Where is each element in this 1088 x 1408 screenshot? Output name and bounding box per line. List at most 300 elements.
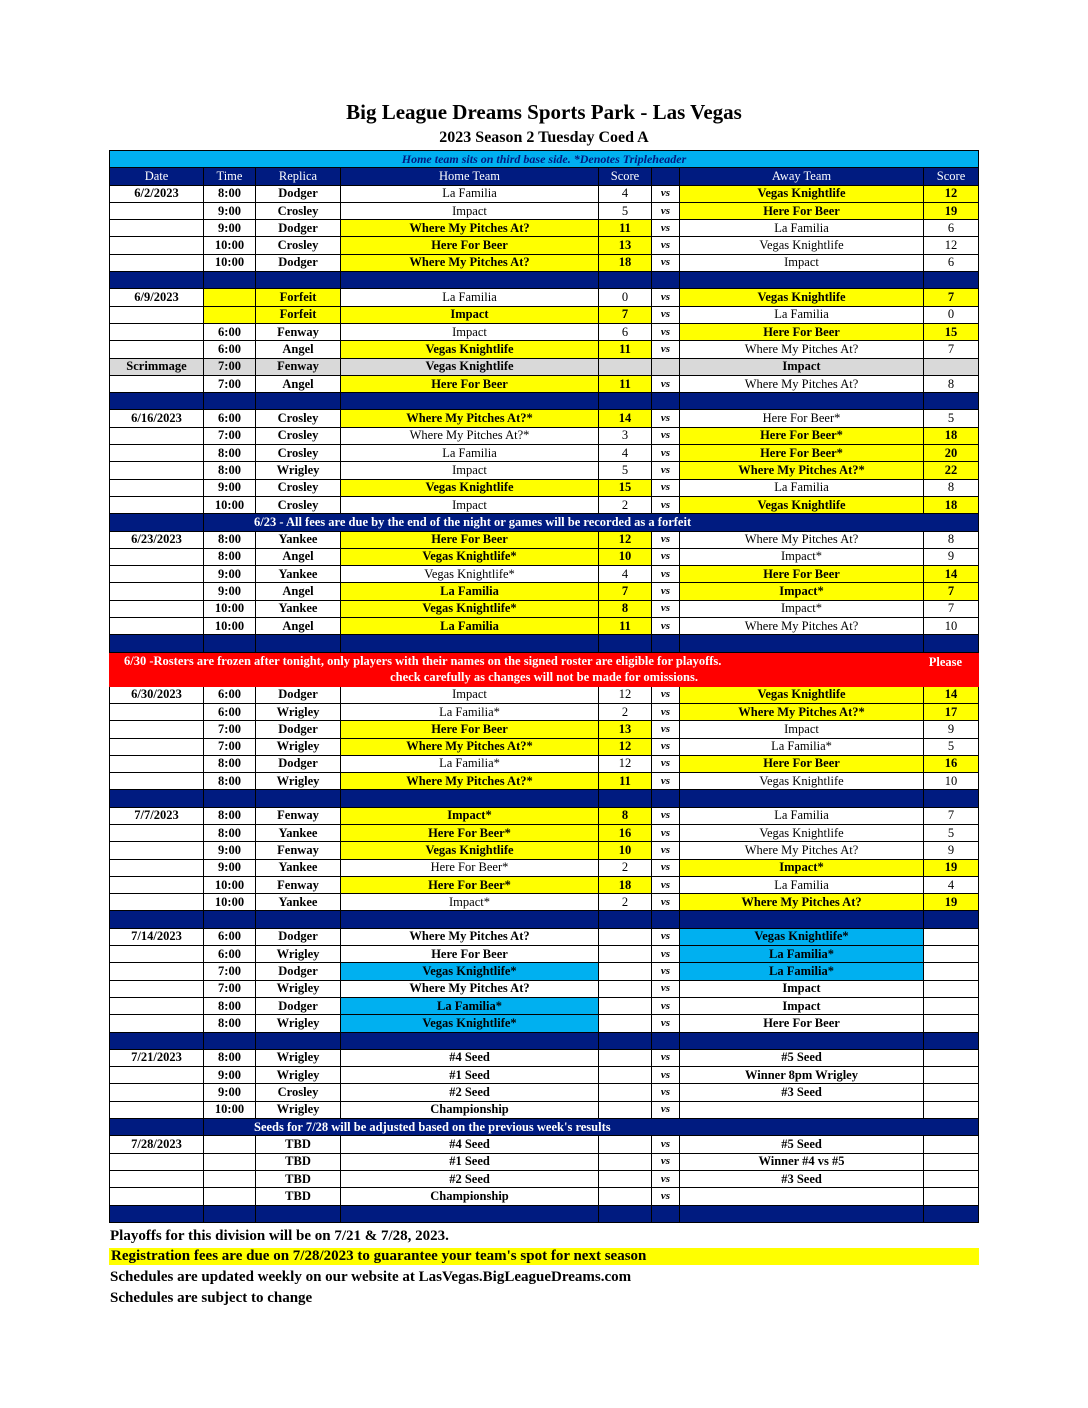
away-team-cell: Here For Beer xyxy=(680,755,924,772)
home-team-cell: Vegas Knightlife xyxy=(341,842,599,859)
time-cell: 8:00 xyxy=(204,185,256,202)
time-cell: 7:00 xyxy=(204,721,256,738)
time-cell: 8:00 xyxy=(204,824,256,841)
game-row xyxy=(110,600,979,617)
replica-cell: Dodger xyxy=(256,185,341,202)
replica-cell: Fenway xyxy=(256,323,341,340)
separator-cell xyxy=(599,790,652,807)
date-cell xyxy=(110,1153,204,1170)
vs-cell: vs xyxy=(652,220,680,237)
date-cell xyxy=(110,946,204,963)
away-team-cell: Impact* xyxy=(680,600,924,617)
vs-cell: vs xyxy=(652,375,680,392)
date-cell: 7/14/2023 xyxy=(110,928,204,945)
away-team-cell: Impact* xyxy=(680,548,924,565)
home-score-cell: 4 xyxy=(599,566,652,583)
time-cell xyxy=(204,1188,256,1205)
away-team-cell: #3 Seed xyxy=(680,1170,924,1187)
vs-cell: vs xyxy=(652,824,680,841)
home-score-cell xyxy=(599,1015,652,1032)
away-team-cell: Winner #4 vs #5 xyxy=(680,1153,924,1170)
home-score-cell xyxy=(599,1188,652,1205)
away-score-cell: 8 xyxy=(924,531,979,548)
vs-cell: vs xyxy=(652,755,680,772)
vs-cell: vs xyxy=(652,306,680,323)
separator-cell xyxy=(110,1032,204,1049)
away-team-cell: #3 Seed xyxy=(680,1084,924,1101)
game-row xyxy=(110,1136,979,1153)
away-team-cell: Here For Beer xyxy=(680,323,924,340)
replica-cell: Fenway xyxy=(256,876,341,893)
away-score-cell: 7 xyxy=(924,289,979,306)
date-cell: 6/23/2023 xyxy=(110,531,204,548)
game-row xyxy=(110,842,979,859)
col-header-time: Time xyxy=(204,168,256,185)
time-cell: 7:00 xyxy=(204,427,256,444)
away-score-cell: 6 xyxy=(924,220,979,237)
away-score-cell: 0 xyxy=(924,306,979,323)
time-cell: 6:00 xyxy=(204,703,256,720)
vs-cell: vs xyxy=(652,202,680,219)
date-cell xyxy=(110,876,204,893)
away-score-cell: 15 xyxy=(924,323,979,340)
time-cell: 9:00 xyxy=(204,566,256,583)
date-cell xyxy=(110,721,204,738)
date-cell: 7/21/2023 xyxy=(110,1049,204,1066)
date-cell xyxy=(110,1015,204,1032)
game-row xyxy=(110,237,979,254)
game-row xyxy=(110,306,979,323)
home-score-cell: 16 xyxy=(599,824,652,841)
home-team-cell: La Familia* xyxy=(341,703,599,720)
vs-cell: vs xyxy=(652,1049,680,1066)
time-cell: 8:00 xyxy=(204,1049,256,1066)
away-team-cell: Winner 8pm Wrigley xyxy=(680,1067,924,1084)
home-score-cell xyxy=(599,1101,652,1118)
away-team-cell: La Familia xyxy=(680,306,924,323)
home-score-cell xyxy=(599,1067,652,1084)
separator-cell xyxy=(341,1205,599,1222)
home-score-cell: 6 xyxy=(599,323,652,340)
date-cell xyxy=(110,462,204,479)
time-cell: 10:00 xyxy=(204,496,256,513)
date-cell xyxy=(110,496,204,513)
game-row xyxy=(110,445,979,462)
footer-change-note: Schedules are subject to change xyxy=(110,1290,313,1306)
week-separator-row xyxy=(110,635,979,652)
home-score-cell: 12 xyxy=(599,755,652,772)
game-row xyxy=(110,341,979,358)
separator-cell xyxy=(204,635,256,652)
date-cell xyxy=(110,997,204,1014)
away-team-cell: Vegas Knightlife xyxy=(680,185,924,202)
away-team-cell: Impact xyxy=(680,254,924,271)
separator-cell xyxy=(110,790,204,807)
home-score-cell: 18 xyxy=(599,254,652,271)
game-row xyxy=(110,427,979,444)
game-row xyxy=(110,946,979,963)
away-team-cell: Vegas Knightlife xyxy=(680,289,924,306)
game-row xyxy=(110,1170,979,1187)
col-header-vs xyxy=(652,168,680,185)
time-cell: 10:00 xyxy=(204,894,256,911)
time-cell: 8:00 xyxy=(204,462,256,479)
time-cell: 7:00 xyxy=(204,358,256,375)
date-cell xyxy=(110,375,204,392)
separator-cell xyxy=(599,272,652,289)
home-score-cell xyxy=(599,1084,652,1101)
away-score-cell xyxy=(924,1049,979,1066)
separator-cell xyxy=(341,1032,599,1049)
game-row xyxy=(110,928,979,945)
replica-cell: TBD xyxy=(256,1188,341,1205)
date-cell xyxy=(110,963,204,980)
date-cell xyxy=(110,824,204,841)
notice-banner: 6/23 - All fees are due by the end of the night or games will be recorded as a forfeit xyxy=(204,514,979,531)
away-team-cell: Impact xyxy=(680,980,924,997)
away-team-cell: Where My Pitches At? xyxy=(680,618,924,635)
separator-cell xyxy=(599,635,652,652)
vs-cell: vs xyxy=(652,531,680,548)
away-team-cell: Vegas Knightlife xyxy=(680,496,924,513)
separator-cell xyxy=(680,1032,924,1049)
time-cell: 10:00 xyxy=(204,1101,256,1118)
replica-cell: Dodger xyxy=(256,721,341,738)
date-cell: 6/2/2023 xyxy=(110,185,204,202)
game-row xyxy=(110,980,979,997)
home-score-cell: 12 xyxy=(599,686,652,703)
away-team-cell: #5 Seed xyxy=(680,1136,924,1153)
away-score-cell xyxy=(924,358,979,375)
replica-cell: Crosley xyxy=(256,427,341,444)
separator-cell xyxy=(204,790,256,807)
replica-cell: Yankee xyxy=(256,531,341,548)
time-cell: 9:00 xyxy=(204,220,256,237)
separator-cell xyxy=(341,790,599,807)
col-header-home-score: Score xyxy=(599,168,652,185)
away-score-cell xyxy=(924,1015,979,1032)
date-cell xyxy=(110,306,204,323)
game-row xyxy=(110,1067,979,1084)
time-cell xyxy=(204,1136,256,1153)
replica-cell: Angel xyxy=(256,375,341,392)
away-team-cell: Where My Pitches At? xyxy=(680,894,924,911)
vs-cell: vs xyxy=(652,928,680,945)
home-team-cell: La Familia* xyxy=(341,997,599,1014)
home-score-cell: 2 xyxy=(599,859,652,876)
game-row xyxy=(110,1188,979,1205)
separator-cell xyxy=(110,514,204,531)
home-team-cell: Where My Pitches At?* xyxy=(341,410,599,427)
separator-cell xyxy=(924,1032,979,1049)
away-score-cell: 14 xyxy=(924,566,979,583)
date-cell xyxy=(110,1188,204,1205)
time-cell: 8:00 xyxy=(204,445,256,462)
home-score-cell xyxy=(599,963,652,980)
date-cell xyxy=(110,427,204,444)
time-cell: 10:00 xyxy=(204,237,256,254)
away-team-cell: La Familia* xyxy=(680,946,924,963)
away-score-cell: 17 xyxy=(924,703,979,720)
home-score-cell: 8 xyxy=(599,600,652,617)
home-team-cell: Vegas Knightlife xyxy=(341,479,599,496)
notice-banner-row xyxy=(110,1119,979,1136)
away-team-cell: Vegas Knightlife* xyxy=(680,928,924,945)
time-cell: 7:00 xyxy=(204,738,256,755)
game-row xyxy=(110,323,979,340)
home-score-cell: 7 xyxy=(599,583,652,600)
replica-cell: Crosley xyxy=(256,479,341,496)
replica-cell: Yankee xyxy=(256,600,341,617)
replica-cell: Dodger xyxy=(256,254,341,271)
replica-cell: Crosley xyxy=(256,1084,341,1101)
replica-cell: Dodger xyxy=(256,755,341,772)
away-team-cell: Impact xyxy=(680,358,924,375)
home-score-cell xyxy=(599,358,652,375)
vs-cell: vs xyxy=(652,566,680,583)
home-team-cell: Here For Beer xyxy=(341,375,599,392)
separator-cell xyxy=(256,393,341,410)
home-team-cell: Where My Pitches At? xyxy=(341,220,599,237)
game-row xyxy=(110,375,979,392)
away-score-cell: 5 xyxy=(924,738,979,755)
separator-cell xyxy=(341,393,599,410)
separator-cell xyxy=(599,1032,652,1049)
time-cell: 7:00 xyxy=(204,375,256,392)
separator-cell xyxy=(110,635,204,652)
separator-cell xyxy=(256,1032,341,1049)
separator-cell xyxy=(256,790,341,807)
home-team-cell: Impact xyxy=(341,323,599,340)
roster-alert xyxy=(110,652,979,686)
vs-cell: vs xyxy=(652,703,680,720)
home-score-cell: 10 xyxy=(599,548,652,565)
replica-cell: Dodger xyxy=(256,686,341,703)
away-score-cell: 8 xyxy=(924,479,979,496)
home-team-cell: #2 Seed xyxy=(341,1084,599,1101)
separator-cell xyxy=(110,272,204,289)
time-cell: 6:00 xyxy=(204,686,256,703)
date-cell xyxy=(110,202,204,219)
game-row xyxy=(110,531,979,548)
away-score-cell xyxy=(924,963,979,980)
away-score-cell: 18 xyxy=(924,427,979,444)
game-row xyxy=(110,548,979,565)
away-score-cell: 5 xyxy=(924,824,979,841)
away-team-cell: Impact* xyxy=(680,583,924,600)
roster-alert-row xyxy=(110,652,979,686)
home-team-cell: Impact* xyxy=(341,807,599,824)
home-team-cell: Here For Beer xyxy=(341,531,599,548)
separator-cell xyxy=(204,272,256,289)
game-row xyxy=(110,1101,979,1118)
page-subtitle: 2023 Season 2 Tuesday Coed A xyxy=(439,129,649,146)
separator-cell xyxy=(204,1205,256,1222)
date-cell xyxy=(110,1084,204,1101)
away-score-cell: 7 xyxy=(924,583,979,600)
time-cell: 10:00 xyxy=(204,254,256,271)
home-score-cell: 11 xyxy=(599,618,652,635)
vs-cell: vs xyxy=(652,876,680,893)
time-cell: 9:00 xyxy=(204,583,256,600)
away-score-cell: 20 xyxy=(924,445,979,462)
vs-cell: vs xyxy=(652,1084,680,1101)
game-row xyxy=(110,583,979,600)
replica-cell: Wrigley xyxy=(256,946,341,963)
time-cell xyxy=(204,289,256,306)
away-score-cell: 9 xyxy=(924,721,979,738)
date-cell xyxy=(110,583,204,600)
date-cell xyxy=(110,254,204,271)
separator-cell xyxy=(256,635,341,652)
time-cell: 9:00 xyxy=(204,842,256,859)
replica-cell: Crosley xyxy=(256,410,341,427)
vs-cell: vs xyxy=(652,462,680,479)
home-score-cell: 3 xyxy=(599,427,652,444)
home-score-cell: 18 xyxy=(599,876,652,893)
time-cell: 6:00 xyxy=(204,410,256,427)
date-cell xyxy=(110,842,204,859)
away-score-cell: 8 xyxy=(924,375,979,392)
home-team-cell: La Familia xyxy=(341,289,599,306)
date-cell xyxy=(110,618,204,635)
separator-cell xyxy=(680,272,924,289)
home-team-cell: #1 Seed xyxy=(341,1067,599,1084)
separator-cell xyxy=(652,635,680,652)
game-row xyxy=(110,859,979,876)
home-team-cell: #4 Seed xyxy=(341,1049,599,1066)
replica-cell: Wrigley xyxy=(256,980,341,997)
home-score-cell: 12 xyxy=(599,738,652,755)
replica-cell: Yankee xyxy=(256,566,341,583)
game-row xyxy=(110,824,979,841)
game-row xyxy=(110,1084,979,1101)
time-cell: 8:00 xyxy=(204,773,256,790)
vs-cell: vs xyxy=(652,859,680,876)
away-score-cell: 12 xyxy=(924,185,979,202)
replica-cell: Yankee xyxy=(256,859,341,876)
home-score-cell: 2 xyxy=(599,894,652,911)
replica-cell: Angel xyxy=(256,341,341,358)
separator-cell xyxy=(680,393,924,410)
week-separator-row xyxy=(110,1032,979,1049)
replica-cell: Fenway xyxy=(256,807,341,824)
away-score-cell: 9 xyxy=(924,548,979,565)
footer-playoffs-note: Playoffs for this division will be on 7/21 & 7/28, 2023. xyxy=(110,1228,449,1244)
away-score-cell xyxy=(924,1101,979,1118)
away-team-cell: La Familia xyxy=(680,807,924,824)
notice-banner-row xyxy=(110,514,979,531)
game-row xyxy=(110,410,979,427)
away-team-cell: La Familia xyxy=(680,220,924,237)
separator-cell xyxy=(680,790,924,807)
away-team-cell: Where My Pitches At? xyxy=(680,842,924,859)
date-cell: 6/9/2023 xyxy=(110,289,204,306)
game-row xyxy=(110,220,979,237)
separator-cell xyxy=(680,911,924,928)
separator-cell xyxy=(341,911,599,928)
time-cell: 10:00 xyxy=(204,618,256,635)
replica-cell: Dodger xyxy=(256,928,341,945)
date-cell: 6/30/2023 xyxy=(110,686,204,703)
away-team-cell: Vegas Knightlife xyxy=(680,686,924,703)
vs-cell: vs xyxy=(652,583,680,600)
away-score-cell: 16 xyxy=(924,755,979,772)
separator-cell xyxy=(110,1205,204,1222)
game-row xyxy=(110,773,979,790)
game-row xyxy=(110,738,979,755)
away-score-cell: 10 xyxy=(924,773,979,790)
game-row xyxy=(110,618,979,635)
home-team-cell: Where My Pitches At? xyxy=(341,928,599,945)
separator-cell xyxy=(341,635,599,652)
replica-cell: Angel xyxy=(256,618,341,635)
date-cell xyxy=(110,1067,204,1084)
separator-cell xyxy=(110,393,204,410)
home-score-cell: 2 xyxy=(599,703,652,720)
away-team-cell: Where My Pitches At? xyxy=(680,375,924,392)
col-header-away-team: Away Team xyxy=(680,168,924,185)
replica-cell: Wrigley xyxy=(256,738,341,755)
game-row xyxy=(110,1153,979,1170)
away-team-cell xyxy=(680,1188,924,1205)
vs-cell: vs xyxy=(652,997,680,1014)
away-team-cell: Impact xyxy=(680,721,924,738)
separator-cell xyxy=(680,635,924,652)
vs-cell: vs xyxy=(652,1188,680,1205)
replica-cell: Crosley xyxy=(256,496,341,513)
vs-cell: vs xyxy=(652,894,680,911)
away-team-cell xyxy=(680,1101,924,1118)
home-team-cell: Vegas Knightlife* xyxy=(341,963,599,980)
away-score-cell: 6 xyxy=(924,254,979,271)
col-header-date: Date xyxy=(110,168,204,185)
home-score-cell: 5 xyxy=(599,462,652,479)
separator-cell xyxy=(204,1032,256,1049)
separator-cell xyxy=(924,790,979,807)
roster-alert-line1-end: Please xyxy=(928,654,963,669)
home-team-cell: La Familia xyxy=(341,445,599,462)
time-cell: 9:00 xyxy=(204,859,256,876)
date-cell xyxy=(110,1170,204,1187)
vs-cell: vs xyxy=(652,721,680,738)
time-cell: 8:00 xyxy=(204,997,256,1014)
vs-cell: vs xyxy=(652,341,680,358)
home-team-cell: Where My Pitches At? xyxy=(341,254,599,271)
week-separator-row xyxy=(110,393,979,410)
home-team-cell: La Familia xyxy=(341,185,599,202)
game-row xyxy=(110,807,979,824)
week-separator-row xyxy=(110,1205,979,1222)
home-team-cell: Impact xyxy=(341,496,599,513)
separator-cell xyxy=(652,393,680,410)
replica-cell: Wrigley xyxy=(256,462,341,479)
vs-cell: vs xyxy=(652,807,680,824)
game-row xyxy=(110,202,979,219)
vs-cell: vs xyxy=(652,479,680,496)
date-cell xyxy=(110,220,204,237)
separator-cell xyxy=(924,1205,979,1222)
home-score-cell: 4 xyxy=(599,185,652,202)
roster-alert-line1: 6/30 -Rosters are frozen after tonight, only players with their names on the signed roster are eligible for playoffs. xyxy=(124,654,722,669)
vs-cell: vs xyxy=(652,237,680,254)
date-cell xyxy=(110,703,204,720)
week-separator-row xyxy=(110,911,979,928)
game-row xyxy=(110,254,979,271)
week-separator-row xyxy=(110,272,979,289)
away-score-cell: 18 xyxy=(924,496,979,513)
away-score-cell xyxy=(924,928,979,945)
